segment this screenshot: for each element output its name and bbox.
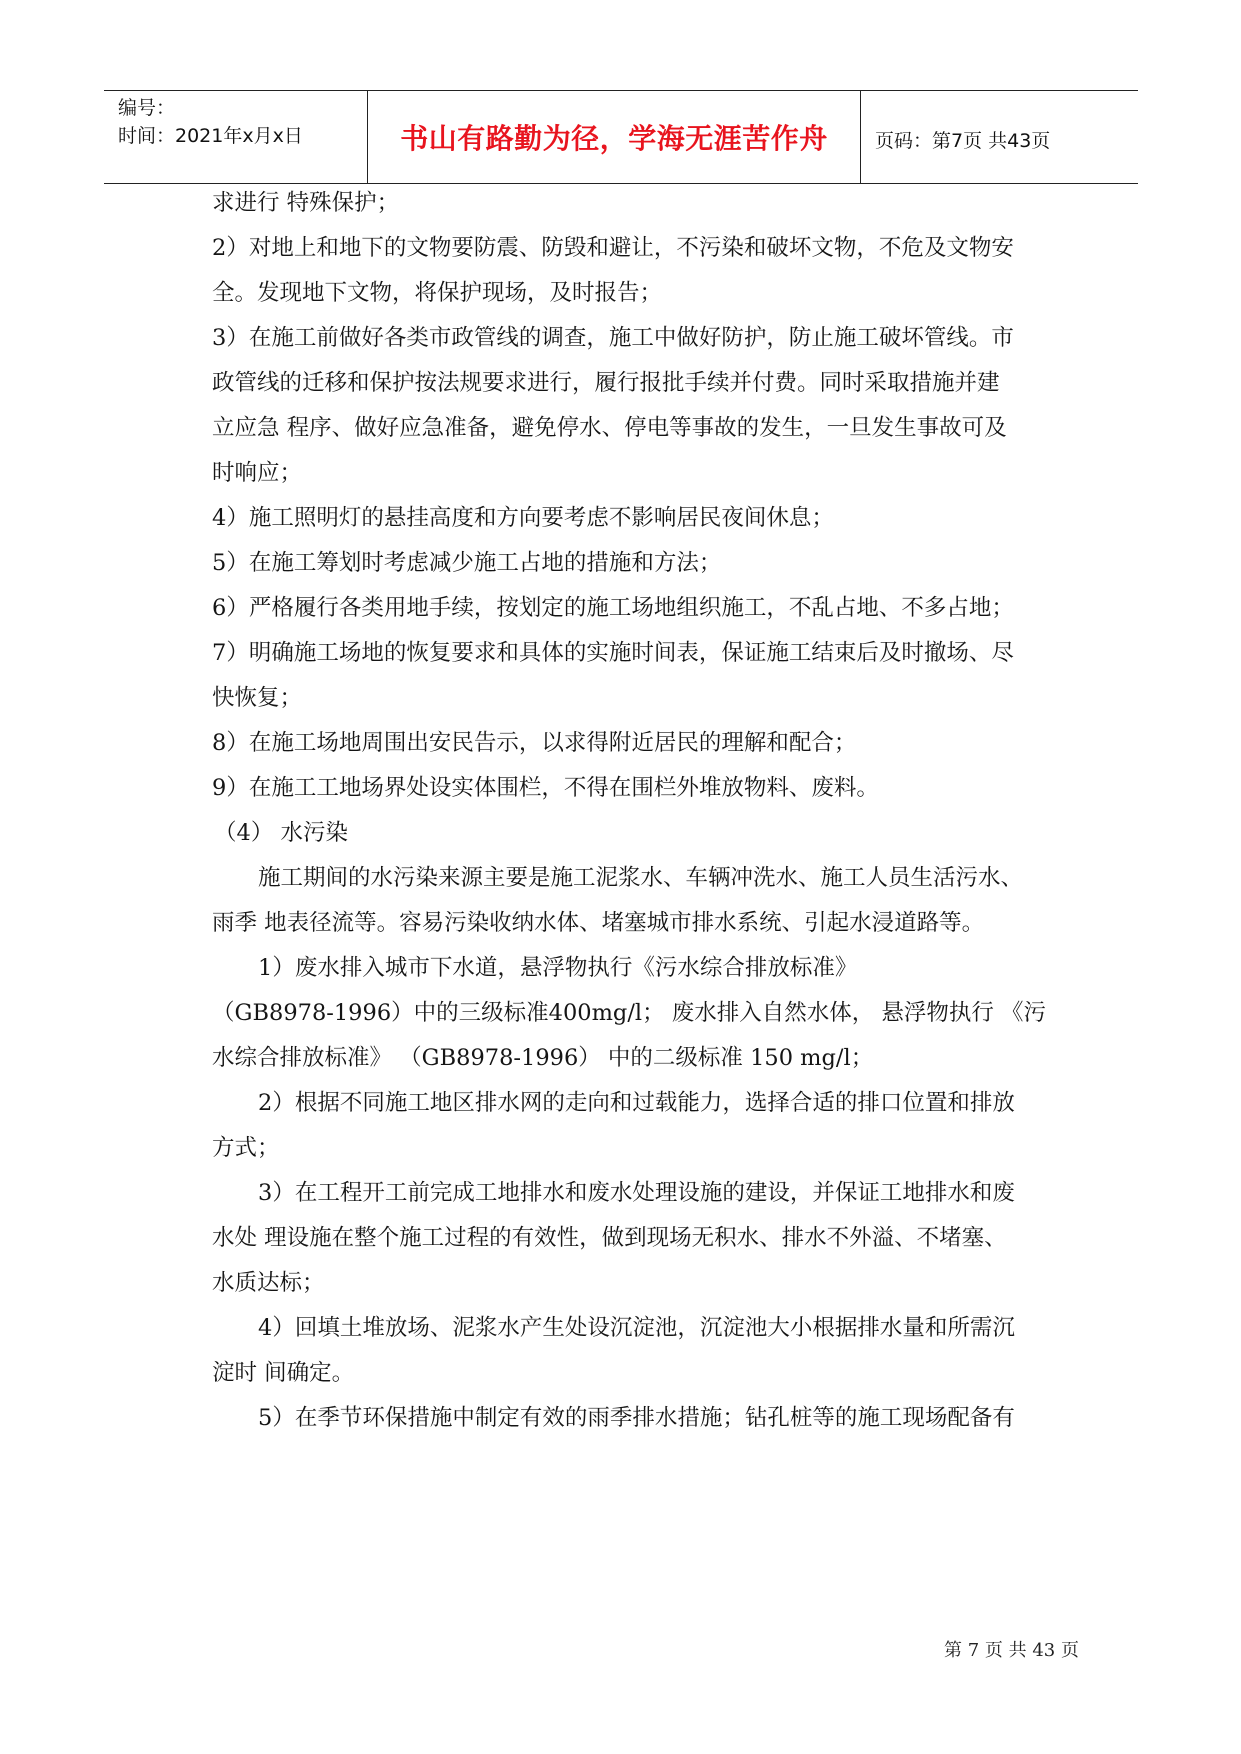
body-line: 水质达标； [212, 1270, 325, 1296]
body-line: 求进行 特殊保护； [212, 190, 400, 216]
header-page-number: 页码：第7页 共43页 [875, 130, 1051, 152]
document-number-label: 编号： [118, 97, 176, 119]
page-footer: 第 7 页 共 43 页 [944, 1640, 1079, 1661]
body-line: 4）回填土堆放场、泥浆水产生处设沉淀池，沉淀池大小根据排水量和所需沉 [258, 1315, 1015, 1341]
body-line: 2）根据不同施工地区排水网的走向和过载能力，选择合适的排口位置和排放 [258, 1090, 1015, 1116]
body-line: 4）施工照明灯的悬挂高度和方向要考虑不影响居民夜间休息； [212, 505, 834, 531]
body-line: 3）在施工前做好各类市政管线的调查，施工中做好防护，防止施工破坏管线。市 [212, 325, 1014, 351]
body-line: 政管线的迁移和保护按法规要求进行，履行报批手续并付费。同时采取措施并建 [212, 370, 1000, 396]
body-line: （GB8978-1996）中的三级标准400mg/l； 废水排入自然水体， 悬浮物执行 《污 [212, 1000, 1047, 1026]
body-line: 全。发现地下文物，将保护现场，及时报告； [212, 280, 663, 306]
body-line: 7）明确施工场地的恢复要求和具体的实施时间表，保证施工结束后及时撤场、尽 [212, 640, 1014, 666]
body-line: 方式； [212, 1135, 280, 1161]
body-line: 施工期间的水污染来源主要是施工泥浆水、车辆冲洗水、施工人员生活污水、 [258, 865, 1024, 891]
body-line: 淀时 间确定。 [212, 1360, 355, 1386]
body-line: 2）对地上和地下的文物要防震、防毁和避让，不污染和破坏文物，不危及文物安 [212, 235, 1014, 261]
body-line: 雨季 地表径流等。容易污染收纳水体、堵塞城市排水系统、引起水浸道路等。 [212, 910, 985, 936]
section-heading: （4） 水污染 [214, 820, 348, 846]
body-line: 6）严格履行各类用地手续，按划定的施工场地组织施工，不乱占地、不多占地； [212, 595, 1014, 621]
body-line: 立应急 程序、做好应急准备，避免停水、停电等事故的发生，一旦发生事故可及 [212, 415, 1007, 441]
body-line: 8）在施工场地周围出安民告示，以求得附近居民的理解和配合； [212, 730, 857, 756]
body-line: 9）在施工工地场界处设实体围栏，不得在围栏外堆放物料、废料。 [212, 775, 879, 801]
body-line: 快恢复； [212, 685, 303, 711]
document-time-label: 时间：2021年x月x日 [118, 125, 303, 147]
body-line: 3）在工程开工前完成工地排水和废水处理设施的建设，并保证工地排水和废 [258, 1180, 1015, 1206]
body-line: 1）废水排入城市下水道，悬浮物执行《污水综合排放标准》 [258, 955, 858, 981]
body-line: 时响应； [212, 460, 303, 486]
body-line: 水处 理设施在整个施工过程的有效性，做到现场无积水、排水不外溢、不堵塞、 [212, 1225, 1007, 1251]
body-line: 5）在施工筹划时考虑减少施工占地的措施和方法； [212, 550, 722, 576]
body-line: 水综合排放标准》 （GB8978-1996） 中的二级标准 150 mg/l； [212, 1045, 874, 1071]
header-motto: 书山有路勤为径，学海无涯苦作舟 [400, 122, 828, 155]
body-line: 5）在季节环保措施中制定有效的雨季排水措施；钻孔桩等的施工现场配备有 [258, 1405, 1015, 1431]
